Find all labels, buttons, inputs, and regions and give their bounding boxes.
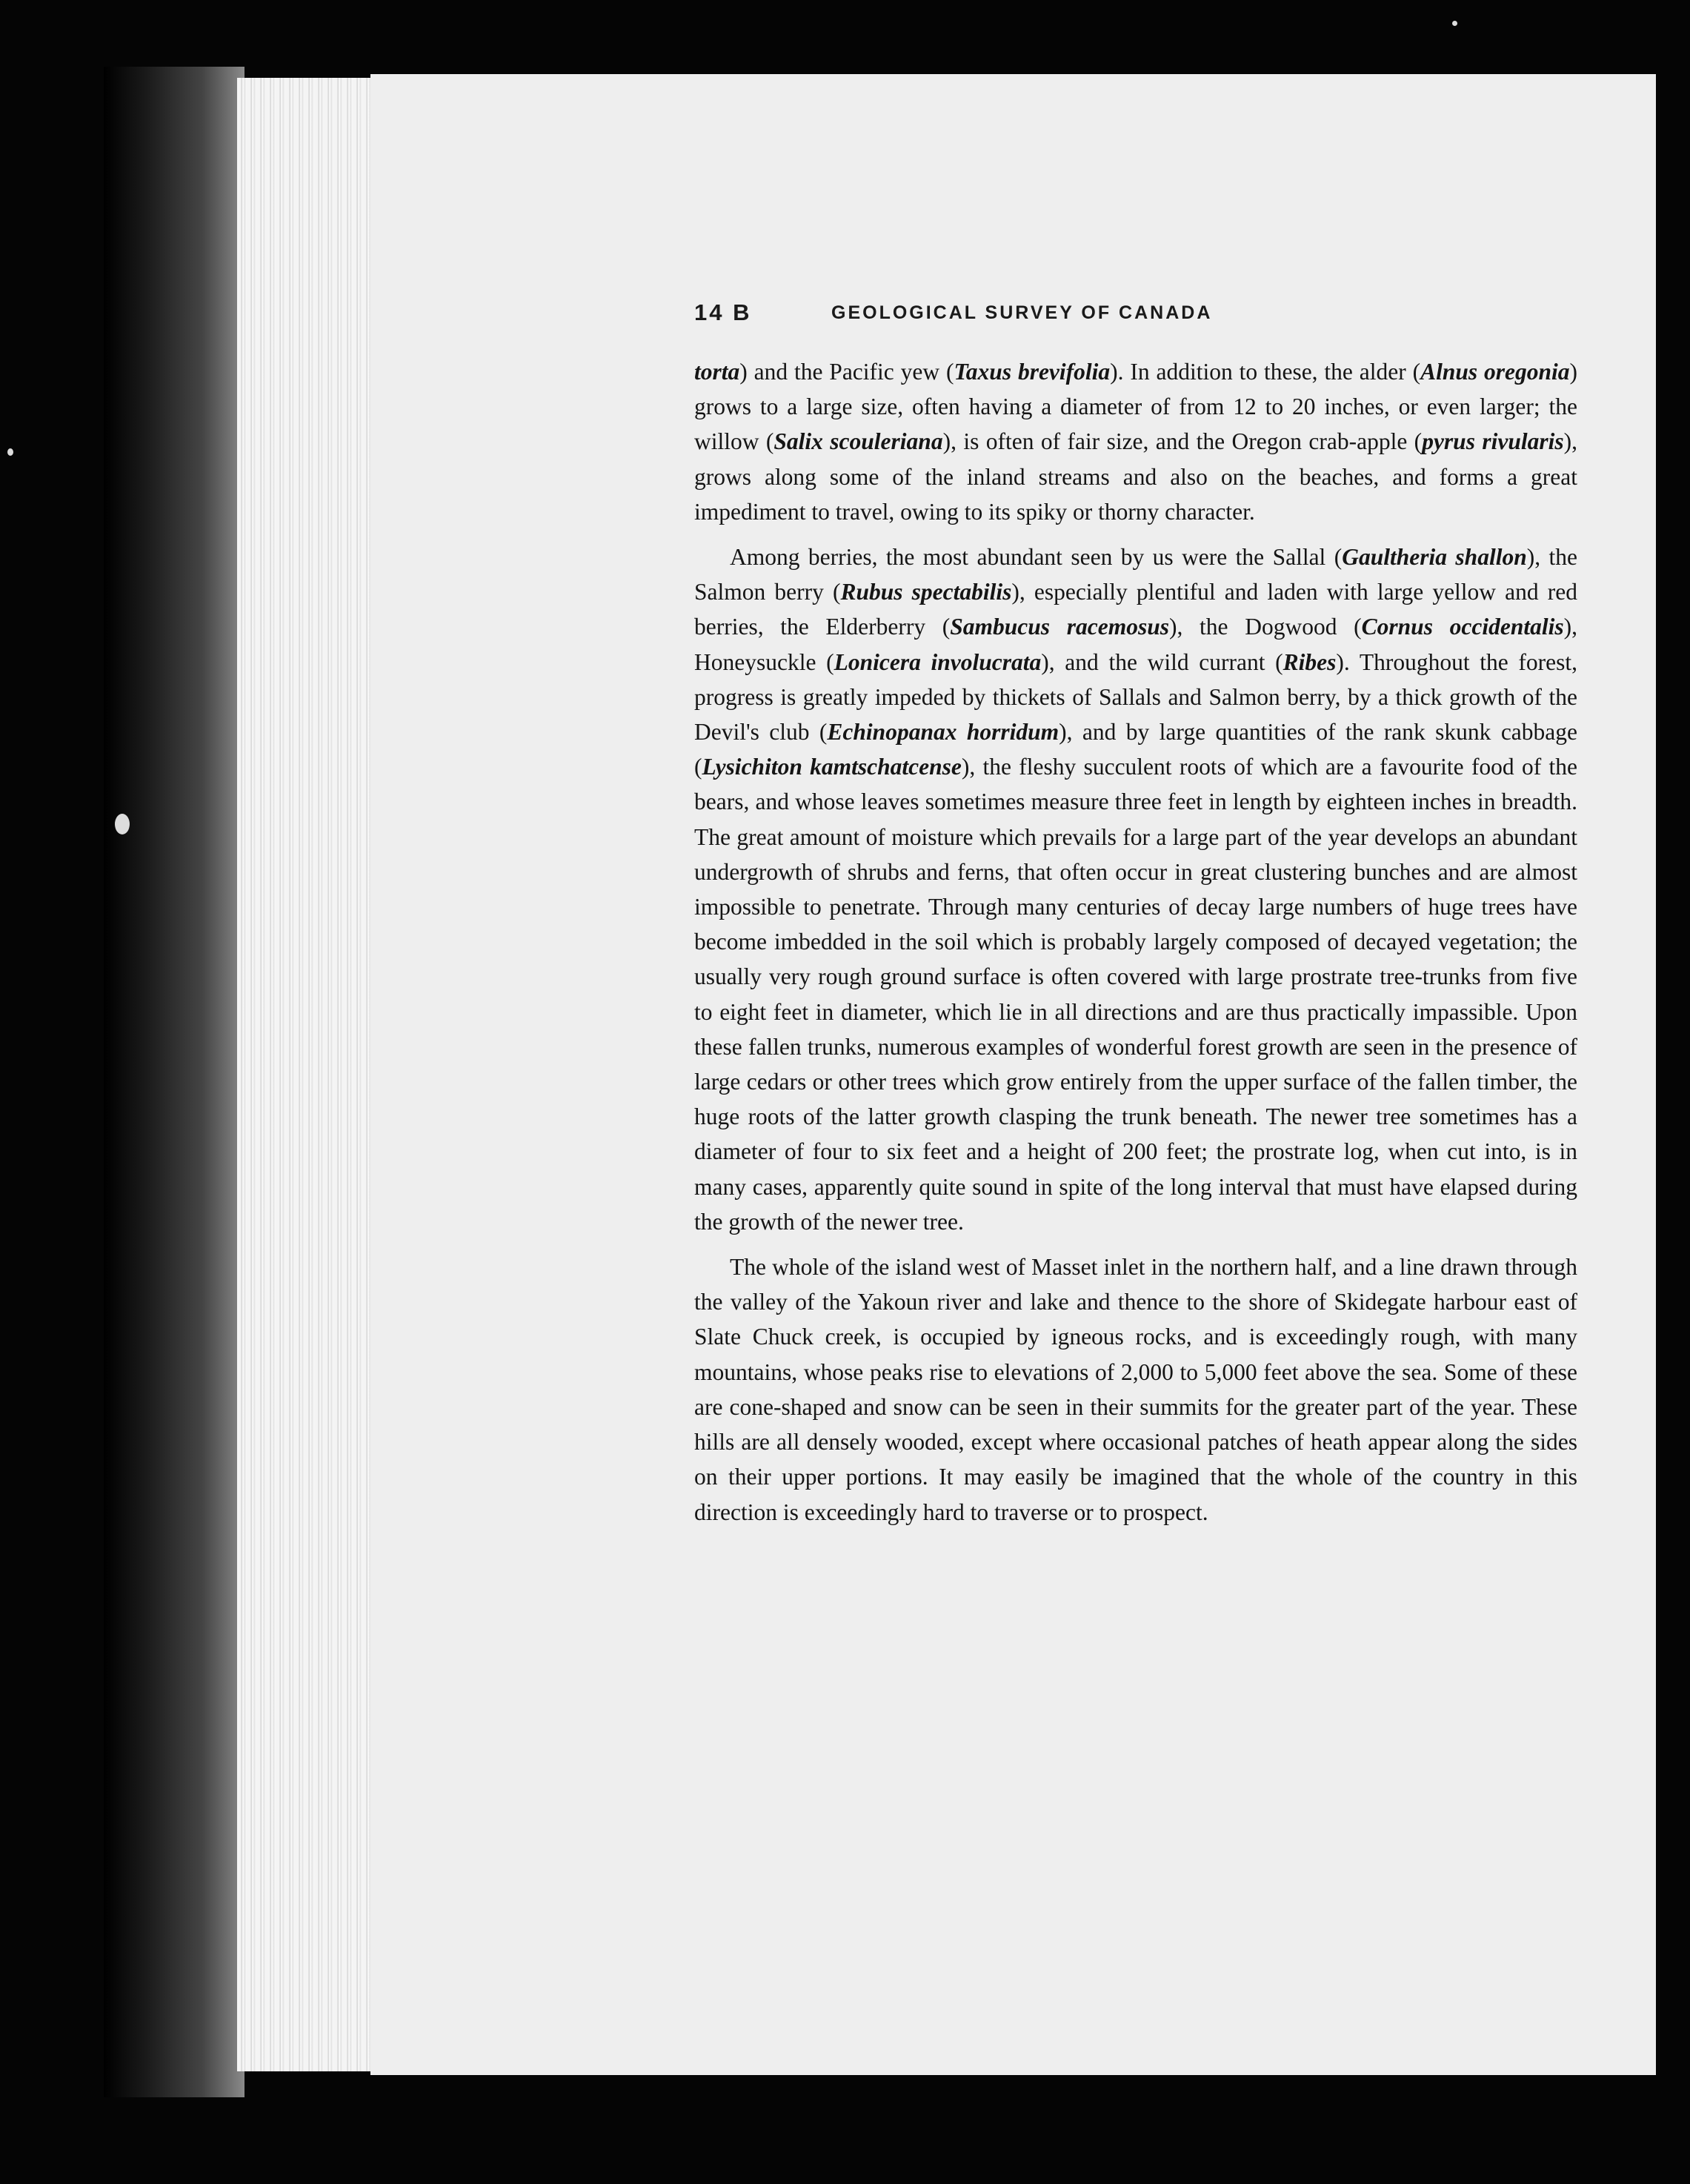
text-run: ) and the Pacific yew ( — [739, 359, 954, 385]
scan-speck — [115, 814, 130, 834]
species-name: Taxus brevifolia — [954, 359, 1111, 385]
text-run: ). In addition to these, the alder ( — [1110, 359, 1421, 385]
text-run: ), and the wild currant ( — [1041, 648, 1283, 675]
text-run: ), and by large quantities of the rank skunk cabbage ( — [694, 719, 1577, 780]
species-name: Cornus occidentalis — [1361, 614, 1564, 640]
scan-speck — [7, 448, 13, 456]
text-run: ), Honeysuckle ( — [694, 614, 1577, 675]
paragraph — [694, 1249, 1577, 1530]
species-name: pyrus rivularis — [1422, 428, 1564, 455]
species-name: Rubus spectabilis — [840, 579, 1012, 605]
running-header — [694, 299, 1583, 329]
text-run: The whole of the island west of Masset inlet in the northern half, and a line drawn through the valley of the Yakoun river and lake and thence to the shore of Skidegate harbour east of Slate Chuck creek, is occupied by igneous rocks, and is exceedingly rough, with many mountains, whose peaks rise to elevations of 2,000 to 5,000 feet above the sea. Some of these are cone-shaped and snow can be seen in their summits for the greater part of the year. These hills are all densely wooded, except where occasional patches of heath appear along the sides on their upper portions. It may easily be imagined that the whole of the country in this direction is exceedingly hard to traverse or to prospect. — [694, 1254, 1577, 1525]
text-run: ) grows to a large size, often having a diameter of from 12 to 20 inches, or even larger; the willow ( — [694, 359, 1577, 455]
species-name: Sambucus racemosus — [950, 614, 1170, 640]
scan-speck — [1452, 21, 1457, 26]
paragraph — [694, 354, 1577, 529]
species-name: Ribes — [1283, 648, 1337, 675]
species-name: Alnus oregonia — [1420, 359, 1570, 385]
page-number: 14 B — [694, 299, 752, 325]
book-spine-shadow — [104, 67, 244, 2097]
text-run: ). Throughout the forest, progress is greatly impeded by thickets of Sallals and Salmon berry, by a thick growth of the Devil's club ( — [694, 648, 1577, 746]
page-edges — [237, 78, 372, 2071]
text-run: ), the fleshy succulent roots of which are a favourite food of the bears, and whose leaves sometimes measure three feet in length by eighteen inches in breadth. The great amount of moisture which prevails for a large part of the year develops an abundant undergrowth of shrubs and ferns, that often occur in great clustering bunches and are almost impossible to penetrate. Through many centuries of decay large numbers of huge trees have become imbedded in the soil which is probably largely composed of decayed vegetation; the usually very rough ground surface is often covered with large prostrate tree-trunks from five to eight feet in diameter, which lie in all directions and are thus practically impassible. Upon these fallen trunks, numerous examples of wonderful forest growth are seen in the presence of large cedars or other trees which grow entirely from the upper surface of the fallen timber, the huge roots of the latter growth clasping the trunk beneath. The newer tree sometimes has a diameter of four to six feet and a height of 200 feet; the prostrate log, when cut into, is in many cases, apparently quite sound in spite of the long interval that must have elapsed during the growth of the newer tree. — [694, 754, 1577, 1235]
text-run: ), especially plentiful and laden with large yellow and red berries, the Elderberry ( — [694, 579, 1577, 640]
species-name: Gaultheria shallon — [1342, 544, 1527, 571]
text-run: ), is often of fair size, and the Oregon crab-apple ( — [942, 428, 1423, 455]
text-run: ), grows along some of the inland streams and also on the beaches, and forms a great impediment to travel, owing to its spiky or thorny character. — [694, 428, 1577, 525]
paragraph — [694, 540, 1577, 1239]
species-name: torta — [694, 359, 740, 385]
text-run: ), the Salmon berry ( — [694, 544, 1577, 605]
text-run: ), the Dogwood ( — [1169, 614, 1362, 640]
text-run: Among berries, the most abundant seen by us were the Sallal ( — [730, 544, 1343, 571]
species-name: Lysichiton kamtschatcense — [702, 754, 962, 780]
species-name: Lonicera involucrata — [834, 648, 1042, 675]
species-name: Salix scouleriana — [774, 428, 943, 455]
species-name: Echinopanax horridum — [827, 719, 1059, 746]
running-title: GEOLOGICAL SURVEY OF CANADA — [831, 302, 1213, 323]
body-text — [694, 354, 1577, 1540]
